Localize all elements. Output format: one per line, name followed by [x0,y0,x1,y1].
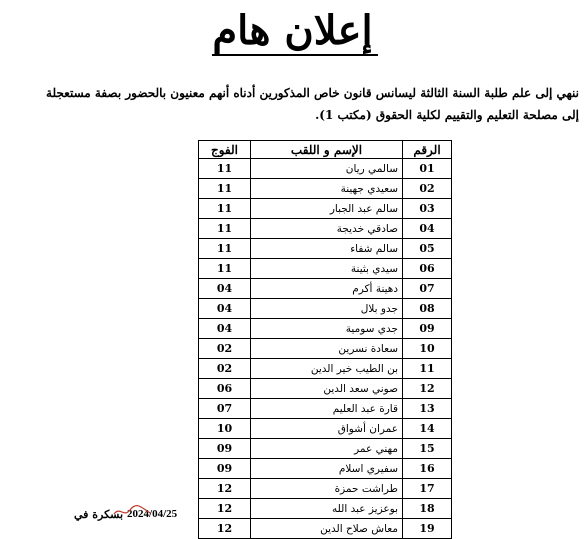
row-num: 12 [403,379,452,399]
row-num: 07 [403,279,452,299]
students-table [198,140,452,539]
row-group: 11 [199,259,251,279]
row-name: سالمي ريان [251,159,403,179]
row-group: 11 [199,199,251,219]
row-num: 05 [403,239,452,259]
row-name: معاش صلاح الدين [251,519,403,539]
row-name: بوعزيز عبد الله [251,499,403,519]
notice-line-1: ننهي إلى علم طلبة السنة الثالثة ليسانس قانون خاص المذكورين أدناه أنهم معنيون بالحضور بصفة مستعجلة [46,86,579,100]
table-row [199,259,452,279]
row-name: عمران أشواق [251,419,403,439]
table-row [199,179,452,199]
row-group: 04 [199,319,251,339]
row-group: 04 [199,279,251,299]
table-row [199,459,452,479]
table-row [199,499,452,519]
page-title: إعلان هام [212,7,373,54]
table-row [199,319,452,339]
row-num: 13 [403,399,452,419]
row-num: 17 [403,479,452,499]
row-group: 02 [199,359,251,379]
table-row [199,159,452,179]
row-group: 11 [199,239,251,259]
row-group: 02 [199,339,251,359]
row-name: سالم عبد الجبار [251,199,403,219]
table-header-row [199,141,452,159]
row-num: 01 [403,159,452,179]
title-underline [212,54,378,56]
row-group: 12 [199,519,251,539]
row-name: سفيري اسلام [251,459,403,479]
notice-paragraph [9,82,579,126]
notice-line-2: إلى مصلحة التعليم والتقييم لكلية الحقوق (مكتب 1). [315,108,579,122]
row-group: 06 [199,379,251,399]
table-row [199,239,452,259]
table-row [199,399,452,419]
footer-place: بسكرة في [74,508,124,521]
row-name: جدي سومية [251,319,403,339]
row-group: 04 [199,299,251,319]
row-group: 10 [199,419,251,439]
row-num: 03 [403,199,452,219]
row-num: 19 [403,519,452,539]
table-row [199,479,452,499]
row-group: 07 [199,399,251,419]
row-num: 18 [403,499,452,519]
table-row [199,219,452,239]
table-row [199,419,452,439]
table-row [199,199,452,219]
row-num: 06 [403,259,452,279]
row-group: 09 [199,459,251,479]
row-name: قارة عبد العليم [251,399,403,419]
row-name: سعادة نسرين [251,339,403,359]
header-name: الإسم و اللقب [251,141,403,159]
row-num: 14 [403,419,452,439]
row-num: 08 [403,299,452,319]
signature-icon [112,504,152,518]
table-row [199,279,452,299]
row-name: صادقي خديجة [251,219,403,239]
row-name: صوني سعد الدين [251,379,403,399]
row-num: 15 [403,439,452,459]
row-num: 16 [403,459,452,479]
row-name: سيدي بثينة [251,259,403,279]
table-row [199,299,452,319]
table-row [199,339,452,359]
row-group: 09 [199,439,251,459]
row-num: 11 [403,359,452,379]
row-name: دهينة أكرم [251,279,403,299]
table-row [199,439,452,459]
header-group: الفوج [199,141,251,159]
row-name: مهني عمر [251,439,403,459]
row-group: 11 [199,179,251,199]
row-group: 11 [199,159,251,179]
row-group: 11 [199,219,251,239]
table-row [199,359,452,379]
row-num: 09 [403,319,452,339]
header-num: الرقم [403,141,452,159]
table-row [199,519,452,539]
row-name: سالم شفاء [251,239,403,259]
row-num: 02 [403,179,452,199]
row-num: 04 [403,219,452,239]
row-name: طراشت حمزة [251,479,403,499]
row-name: جدو بلال [251,299,403,319]
row-group: 12 [199,499,251,519]
table-row [199,379,452,399]
row-group: 12 [199,479,251,499]
footer-date: 2024/04/25 [127,508,178,520]
row-name: بن الطيب خير الدين [251,359,403,379]
row-name: سعيدي جهينة [251,179,403,199]
row-num: 10 [403,339,452,359]
